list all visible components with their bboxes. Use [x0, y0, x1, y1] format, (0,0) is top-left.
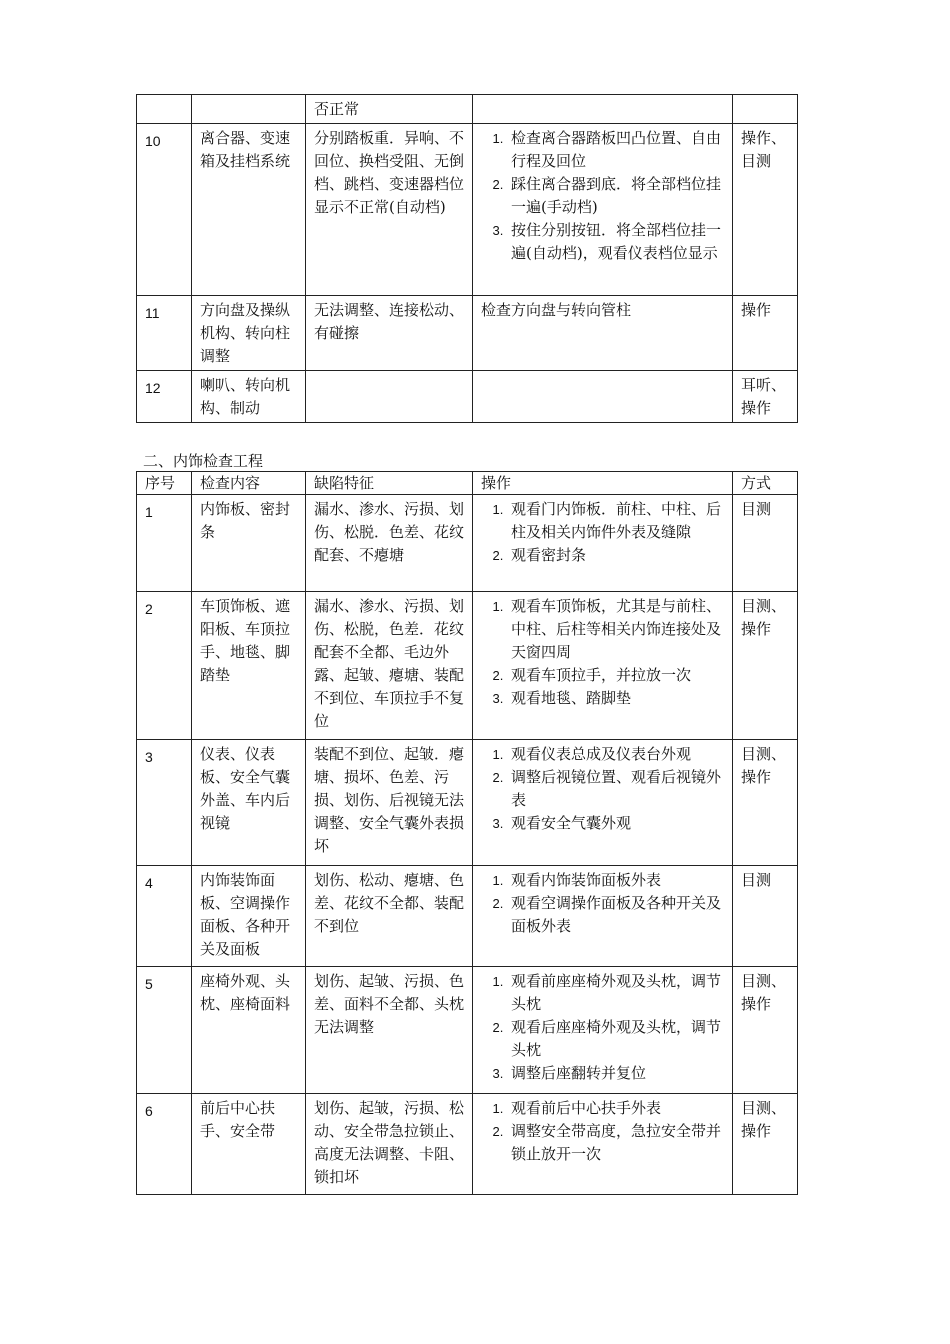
operation-step: 2. 踩住离合器到底．将全部档位挂一遍(手动档): [507, 173, 724, 219]
table-row: [137, 95, 798, 124]
interior-inspection-table: [136, 471, 798, 1195]
operation-step: 1. 检查离合器踏板凹凸位置、自由行程及回位: [507, 127, 724, 173]
operation-step: 3. 观看安全气囊外观: [507, 812, 724, 835]
cell-defect: 划伤、起皱、污损、色差、面料不全都、头枕无法调整: [306, 967, 473, 1094]
cell-no: 1: [137, 495, 192, 592]
operation-steps: [481, 869, 724, 938]
cell-operation: [473, 740, 733, 866]
cell-item: 仪表、仪表板、安全气囊外盖、车内后视镜: [192, 740, 306, 866]
cell-no: [137, 95, 192, 124]
cell-defect: 否正常: [306, 95, 473, 124]
header-method: 方式: [733, 472, 798, 495]
cell-no: 11: [137, 296, 192, 371]
table-row: [137, 967, 798, 1094]
operation-step: 2. 调整安全带高度，急拉安全带并锁止放开一次: [507, 1120, 724, 1166]
operation-step: 1. 观看内饰装饰面板外表: [507, 869, 724, 892]
operation-step: 3. 按住分别按钮．将全部档位挂一遍(自动档)，观看仪表档位显示: [507, 219, 724, 265]
table-row: [137, 866, 798, 967]
operation-step: 1. 观看仪表总成及仪表台外观: [507, 743, 724, 766]
cell-item: 喇叭、转向机构、制动: [192, 371, 306, 423]
cell-operation: [473, 1094, 733, 1195]
table-row: [137, 124, 798, 296]
cell-operation: [473, 592, 733, 740]
inspection-table-continued: [136, 94, 798, 423]
operation-step: 1. 观看前后中心扶手外表: [507, 1097, 724, 1120]
table-row: [137, 592, 798, 740]
operation-step: 1. 观看车顶饰板，尤其是与前柱、中柱、后柱等相关内饰连接处及天窗四周: [507, 595, 724, 664]
header-item: 检查内容: [192, 472, 306, 495]
cell-operation: [473, 296, 733, 371]
cell-defect: [306, 371, 473, 423]
cell-no: 12: [137, 371, 192, 423]
cell-item: [192, 95, 306, 124]
cell-operation: [473, 95, 733, 124]
header-no: 序号: [137, 472, 192, 495]
operation-step: 1. 观看前座座椅外观及头枕，调节头枕: [507, 970, 724, 1016]
cell-no: 5: [137, 967, 192, 1094]
operation-step: 2. 观看车顶拉手，并拉放一次: [507, 664, 724, 687]
operation-steps: [481, 595, 724, 710]
cell-method: 目测、操作: [733, 592, 798, 740]
cell-no: 4: [137, 866, 192, 967]
table-row: [137, 740, 798, 866]
header-operation: 操作: [473, 472, 733, 495]
table-row: [137, 371, 798, 423]
cell-no: 2: [137, 592, 192, 740]
cell-defect: 分别踏板重．异响、不回位、换档受阻、无倒档、跳档、变速器档位显示不正常(自动档): [306, 124, 473, 296]
cell-defect: 无法调整、连接松动、有碰擦: [306, 296, 473, 371]
cell-method: [733, 95, 798, 124]
operation-step: 2. 调整后视镜位置、观看后视镜外表: [507, 766, 724, 812]
cell-method: 目测、操作: [733, 740, 798, 866]
cell-method: 目测、操作: [733, 1094, 798, 1195]
cell-item: 内饰装饰面板、空调操作面板、各种开关及面板: [192, 866, 306, 967]
cell-method: 目测: [733, 495, 798, 592]
operation-steps: [481, 127, 724, 265]
cell-defect: 划伤、松动、瘪塘、色差、花纹不全都、装配不到位: [306, 866, 473, 967]
cell-item: 座椅外观、头枕、座椅面料: [192, 967, 306, 1094]
cell-method: 操作: [733, 296, 798, 371]
cell-method: 目测、操作: [733, 967, 798, 1094]
cell-defect: 划伤、起皱，污损、松动、安全带急拉锁止、高度无法调整、卡阻、锁扣坏: [306, 1094, 473, 1195]
cell-operation: [473, 124, 733, 296]
cell-no: 3: [137, 740, 192, 866]
cell-operation: [473, 866, 733, 967]
operation-step: 2. 观看空调操作面板及各种开关及面板外表: [507, 892, 724, 938]
cell-no: 6: [137, 1094, 192, 1195]
cell-defect: 装配不到位、起皱．瘪塘、损坏、色差、污损、划伤、后视镜无法调整、安全气囊外表损坏: [306, 740, 473, 866]
cell-method: 耳听、操作: [733, 371, 798, 423]
operation-text: 检查方向盘与转向管柱: [481, 301, 632, 319]
cell-item: 方向盘及操纵机构、转向柱调整: [192, 296, 306, 371]
header-defect: 缺陷特征: [306, 472, 473, 495]
operation-step: 2. 观看后座座椅外观及头枕，调节头枕: [507, 1016, 724, 1062]
cell-item: 内饰板、密封条: [192, 495, 306, 592]
operation-step: 3. 观看地毯、踏脚垫: [507, 687, 724, 710]
operation-steps: [481, 970, 724, 1085]
operation-steps: [481, 1097, 724, 1166]
cell-item: 离合器、变速箱及挂档系统: [192, 124, 306, 296]
section-title-interior: 二、内饰检查工程: [143, 452, 264, 470]
cell-no: 10: [137, 124, 192, 296]
cell-operation: [473, 967, 733, 1094]
operation-steps: [481, 498, 724, 567]
table-header-row: [137, 472, 798, 495]
cell-defect: 漏水、渗水、污损、划伤、松脱．色差、花纹配套、不瘪塘: [306, 495, 473, 592]
cell-item: 车顶饰板、遮阳板、车顶拉手、地毯、脚踏垫: [192, 592, 306, 740]
table-row: [137, 1094, 798, 1195]
cell-defect: 漏水、渗水、污损、划伤、松脱，色差．花纹配套不全都、毛边外露、起皱、瘪塘、装配不到位、车顶拉手不复位: [306, 592, 473, 740]
operation-step: 3. 调整后座翻转并复位: [507, 1062, 724, 1085]
operation-steps: [481, 743, 724, 835]
table-row: [137, 296, 798, 371]
cell-operation: [473, 495, 733, 592]
operation-step: 1. 观看门内饰板．前柱、中柱、后柱及相关内饰件外表及缝隙: [507, 498, 724, 544]
cell-item: 前后中心扶手、安全带: [192, 1094, 306, 1195]
table-row: [137, 495, 798, 592]
cell-method: 目测: [733, 866, 798, 967]
operation-step: 2. 观看密封条: [507, 544, 724, 567]
cell-method: 操作、目测: [733, 124, 798, 296]
cell-operation: [473, 371, 733, 423]
